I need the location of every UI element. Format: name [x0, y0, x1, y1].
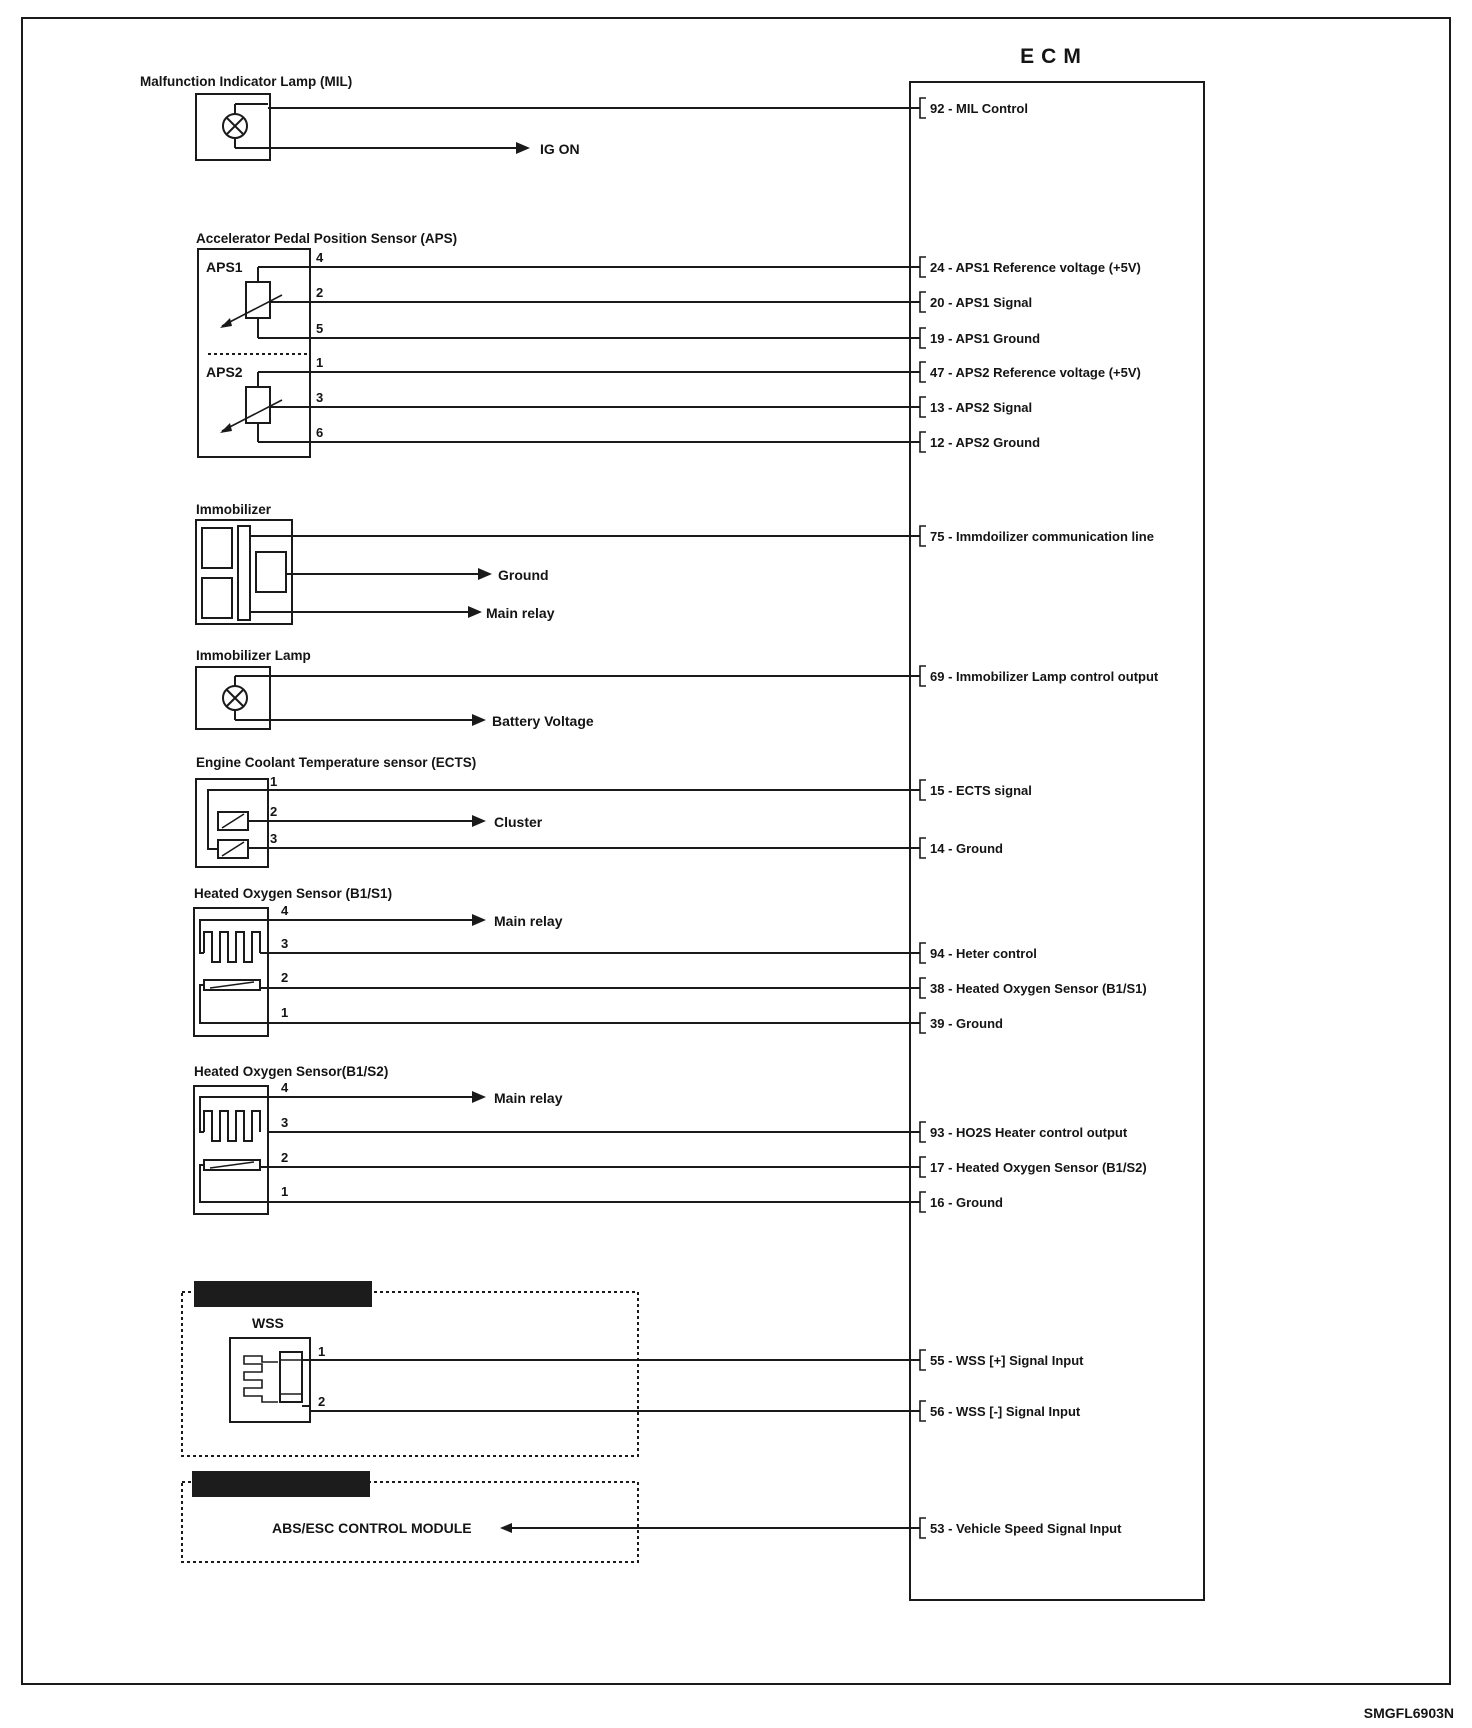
ecm-pin-label: 15 - ECTS signal	[930, 783, 1032, 798]
wheel-speed-sensor-icon	[244, 1352, 302, 1402]
immobilizer-lamp-title: Immobilizer Lamp	[196, 648, 311, 663]
ho2s-pin-number: 3	[281, 936, 289, 951]
ecm-pin-row	[310, 328, 1040, 348]
ecm-pin-row	[310, 257, 1141, 277]
ecm-pin-row	[292, 526, 1154, 546]
ecm-pin-label: 13 - APS2 Signal	[930, 400, 1033, 415]
arrow-right-icon	[472, 714, 486, 726]
ho2s-pin-number: 2	[281, 1150, 289, 1165]
immobilizer-module-icon	[202, 526, 286, 620]
ecm-pin-row	[310, 292, 1032, 312]
ecm-pin-label: 56 - WSS [-] Signal Input	[930, 1404, 1081, 1419]
aps-title: Accelerator Pedal Position Sensor (APS)	[196, 231, 458, 246]
thermistor-icon	[218, 812, 248, 858]
ecm-pin-row	[268, 1013, 1003, 1033]
ecm-pin-label: 93 - HO2S Heater control output	[930, 1125, 1128, 1140]
immobilizer-lamp-component	[196, 648, 594, 729]
mil-component	[140, 74, 580, 160]
ects-pin-number: 2	[270, 804, 278, 819]
ecm-pin-label: 38 - Heated Oxygen Sensor (B1/S1)	[930, 981, 1147, 996]
immobilizer-lamp-output-label: Battery Voltage	[492, 713, 594, 729]
ecm-pin-row	[310, 1401, 1081, 1421]
immobilizer-output-label: Ground	[498, 567, 549, 583]
ecm-pin-row	[268, 1157, 1147, 1177]
abs-module-label: ABS/ESC CONTROL MODULE	[272, 1520, 472, 1536]
ho2s-b1s1-output-label: Main relay	[494, 913, 563, 929]
aps-component	[196, 231, 457, 457]
ecm-pin-row	[268, 838, 1003, 858]
ecm-pin-row	[512, 1518, 1122, 1538]
immobilizer-output-label: Main relay	[486, 605, 555, 621]
ho2s-b1s2-output-label: Main relay	[494, 1090, 563, 1106]
ecm-pin-label: 75 - Immdoilizer communication line	[930, 529, 1154, 544]
aps-pin-number: 1	[316, 355, 324, 370]
ecm-pin-label: 92 - MIL Control	[930, 101, 1028, 116]
ho2s-b1s1-title: Heated Oxygen Sensor (B1/S1)	[194, 886, 393, 901]
redacted-label-bar	[194, 1281, 372, 1307]
ecm-pin-label: 39 - Ground	[930, 1016, 1003, 1031]
ecm-pin-label: 55 - WSS [+] Signal Input	[930, 1353, 1084, 1368]
wss-title: WSS	[252, 1315, 284, 1331]
ecm-pin-row	[268, 666, 1159, 686]
ho2s-b1s2-component	[194, 1064, 563, 1214]
ecm-pin-label: 47 - APS2 Reference voltage (+5V)	[930, 365, 1141, 380]
ecm-pin-row	[268, 780, 1032, 800]
arrow-right-icon	[468, 606, 482, 618]
aps-pin-number: 4	[316, 250, 324, 265]
ho2s-pin-number: 4	[281, 1080, 289, 1095]
ecm-pin-label: 69 - Immobilizer Lamp control output	[930, 669, 1159, 684]
immobilizer-title: Immobilizer	[196, 502, 272, 517]
ects-title: Engine Coolant Temperature sensor (ECTS)	[196, 755, 477, 770]
arrow-right-icon	[516, 142, 530, 154]
ho2s-b1s2-title: Heated Oxygen Sensor(B1/S2)	[194, 1064, 389, 1079]
ecm-pin-row	[268, 1122, 1128, 1142]
arrow-right-icon	[478, 568, 492, 580]
ecm-pin-row	[310, 1350, 1084, 1370]
lamp-icon	[223, 676, 247, 720]
ecm-pin-label: 16 - Ground	[930, 1195, 1003, 1210]
ho2s-pin-number: 1	[281, 1184, 289, 1199]
ecm-pin-label: 14 - Ground	[930, 841, 1003, 856]
heater-element-icon	[204, 1111, 260, 1170]
ects-pin-number: 1	[270, 774, 278, 789]
ecm-pin-label: 19 - APS1 Ground	[930, 331, 1041, 346]
aps-pin-number: 5	[316, 321, 324, 336]
ho2s-pin-number: 2	[281, 970, 289, 985]
ho2s-pin-number: 3	[281, 1115, 289, 1130]
ecm-pin-row	[310, 362, 1141, 382]
figure-id: SMGFL6903N	[1363, 1705, 1454, 1721]
ho2s-pin-number: 4	[281, 903, 289, 918]
ecm-pin-label: 17 - Heated Oxygen Sensor (B1/S2)	[930, 1160, 1147, 1175]
abs-group	[182, 1471, 638, 1562]
aps2-label: APS2	[206, 364, 243, 380]
ecm-pin-label: 12 - APS2 Ground	[930, 435, 1041, 450]
ho2s-pin-number: 1	[281, 1005, 289, 1020]
ecm-pin-label: 94 - Heter control	[930, 946, 1037, 961]
ecm-pin-label: 24 - APS1 Reference voltage (+5V)	[930, 260, 1141, 275]
aps-pin-number: 6	[316, 425, 324, 440]
ects-component	[196, 755, 543, 867]
ecm-pin-row	[310, 432, 1040, 452]
aps-pin-number: 2	[316, 285, 324, 300]
potentiometer-icon	[220, 282, 282, 328]
arrow-right-icon	[472, 815, 486, 827]
ecm-pin-row	[310, 397, 1032, 417]
arrow-right-icon	[472, 1091, 486, 1103]
lamp-icon	[223, 104, 247, 148]
aps1-label: APS1	[206, 259, 243, 275]
heater-element-icon	[204, 932, 260, 990]
ecm-title: ECM	[1020, 45, 1088, 68]
mil-title: Malfunction Indicator Lamp (MIL)	[140, 74, 353, 89]
redacted-label-bar	[192, 1471, 370, 1497]
arrow-right-icon	[472, 914, 486, 926]
arrow-left-icon	[500, 1523, 512, 1533]
wss-pin-number: 2	[318, 1394, 326, 1409]
ects-pin-number: 3	[270, 831, 278, 846]
ecm-pin-row	[268, 1192, 1003, 1212]
aps-pin-number: 3	[316, 390, 324, 405]
immobilizer-component	[196, 502, 555, 624]
ecm-pin-row	[268, 978, 1147, 998]
ecm-pin-row	[268, 943, 1037, 963]
wss-group	[182, 1281, 638, 1456]
potentiometer-icon	[220, 387, 282, 433]
ecm-pin-row	[268, 98, 1028, 118]
wss-pin-number: 1	[318, 1344, 326, 1359]
mil-output-label: IG ON	[540, 141, 580, 157]
ecm-pin-label: 20 - APS1 Signal	[930, 295, 1033, 310]
ecm-pin-label: 53 - Vehicle Speed Signal Input	[930, 1521, 1122, 1536]
ects-output-label: Cluster	[494, 814, 543, 830]
ho2s-b1s1-component	[194, 886, 563, 1036]
